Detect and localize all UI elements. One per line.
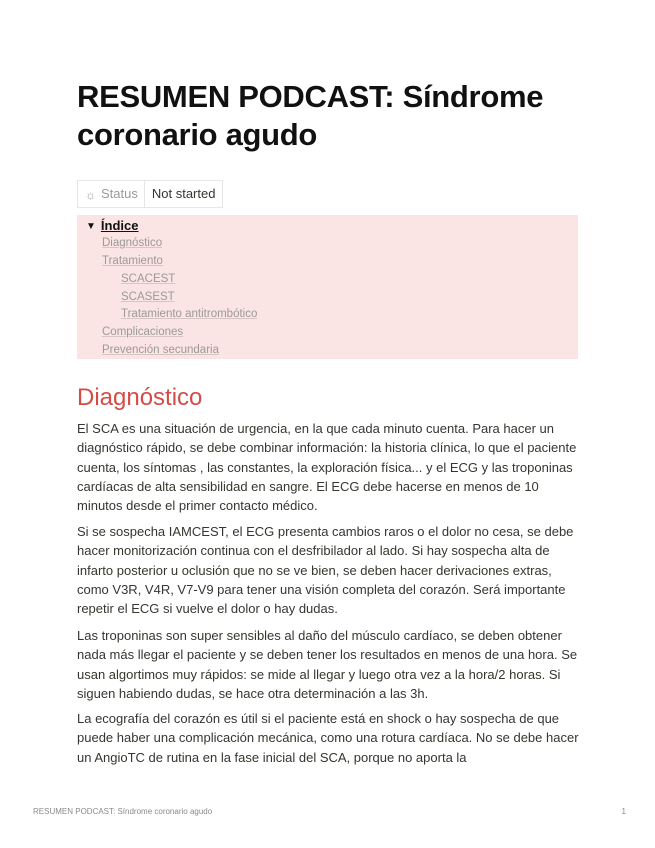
toc-link-tratamiento[interactable]: Tratamiento [102, 255, 163, 267]
section-heading-diagnostico: Diagnóstico [77, 384, 203, 411]
table-of-contents [77, 215, 578, 359]
status-value[interactable]: Not started [151, 186, 216, 201]
footer-title: RESUMEN PODCAST: Síndrome coronario agudo [33, 807, 213, 816]
paragraph: Si se sospecha IAMCEST, el ECG presenta cambios raros o el dolor no cesa, se debe hacer monitorización continua con el desfribilador al lado. Si hay sospecha alta de infarto posterior u oclusión que no se ve bien, se deben hacer derivaciones extras, como V3R, V4R, V7-V9 para tener una visión completa del corazón. Será importante repetir el ECG si vuelve el dolor o hay dudas. [77, 524, 574, 617]
triangle-down-icon[interactable]: ▼ [86, 221, 96, 232]
toc-link-scasest[interactable]: SCASEST [121, 291, 175, 303]
status-label: Status [101, 186, 138, 201]
toc-link-scacest[interactable]: SCACEST [121, 273, 176, 285]
toc-toggle[interactable] [86, 217, 138, 237]
status-property[interactable] [77, 180, 223, 208]
sun-icon: ☼ [85, 188, 96, 202]
toc-link-diagnostico[interactable]: Diagnóstico [102, 237, 163, 249]
status-property-key [78, 181, 145, 207]
page-number: 1 [621, 807, 626, 816]
page-title: RESUMEN PODCAST: Síndrome coronario agudo [77, 79, 544, 152]
toc-link-prevencion[interactable]: Prevención secundaria [102, 344, 219, 356]
toc-link-complicaciones[interactable]: Complicaciones [102, 326, 184, 338]
toc-heading: Índice [100, 218, 139, 233]
toc-link-antitrombotico[interactable]: Tratamiento antitrombótico [121, 308, 258, 320]
paragraph: El SCA es una situación de urgencia, en la que cada minuto cuenta. Para hacer un diagnóstico rápido, se debe combinar información: la historia clínica, lo que el paciente cuenta, los síntomas , las constantes, la exploración física... y el ECG y las troponinas cardíacas de alta sensibilidad en sangre. El ECG debe hacerse en menos de 10 minutos desde el primer contacto médico. [77, 421, 577, 514]
paragraph: Las troponinas son super sensibles al daño del músculo cardíaco, se deben obtener nada más llegar el paciente y se deben tener los resultados en menos de una hora. Se usan algortimos muy rápidos: se mide al llegar y luego otra vez a la hora/2 horas. Si siguen habiendo dudas, se hace otra determinación a las 3h. [77, 628, 578, 701]
paragraph: La ecografía del corazón es útil si el paciente está en shock o hay sospecha de que puede haber una complicación mecánica, como una rotura cardíaca. No se debe hacer un AngioTC de rutina en la fase inicial del SCA, porque no aporta la [77, 711, 579, 765]
